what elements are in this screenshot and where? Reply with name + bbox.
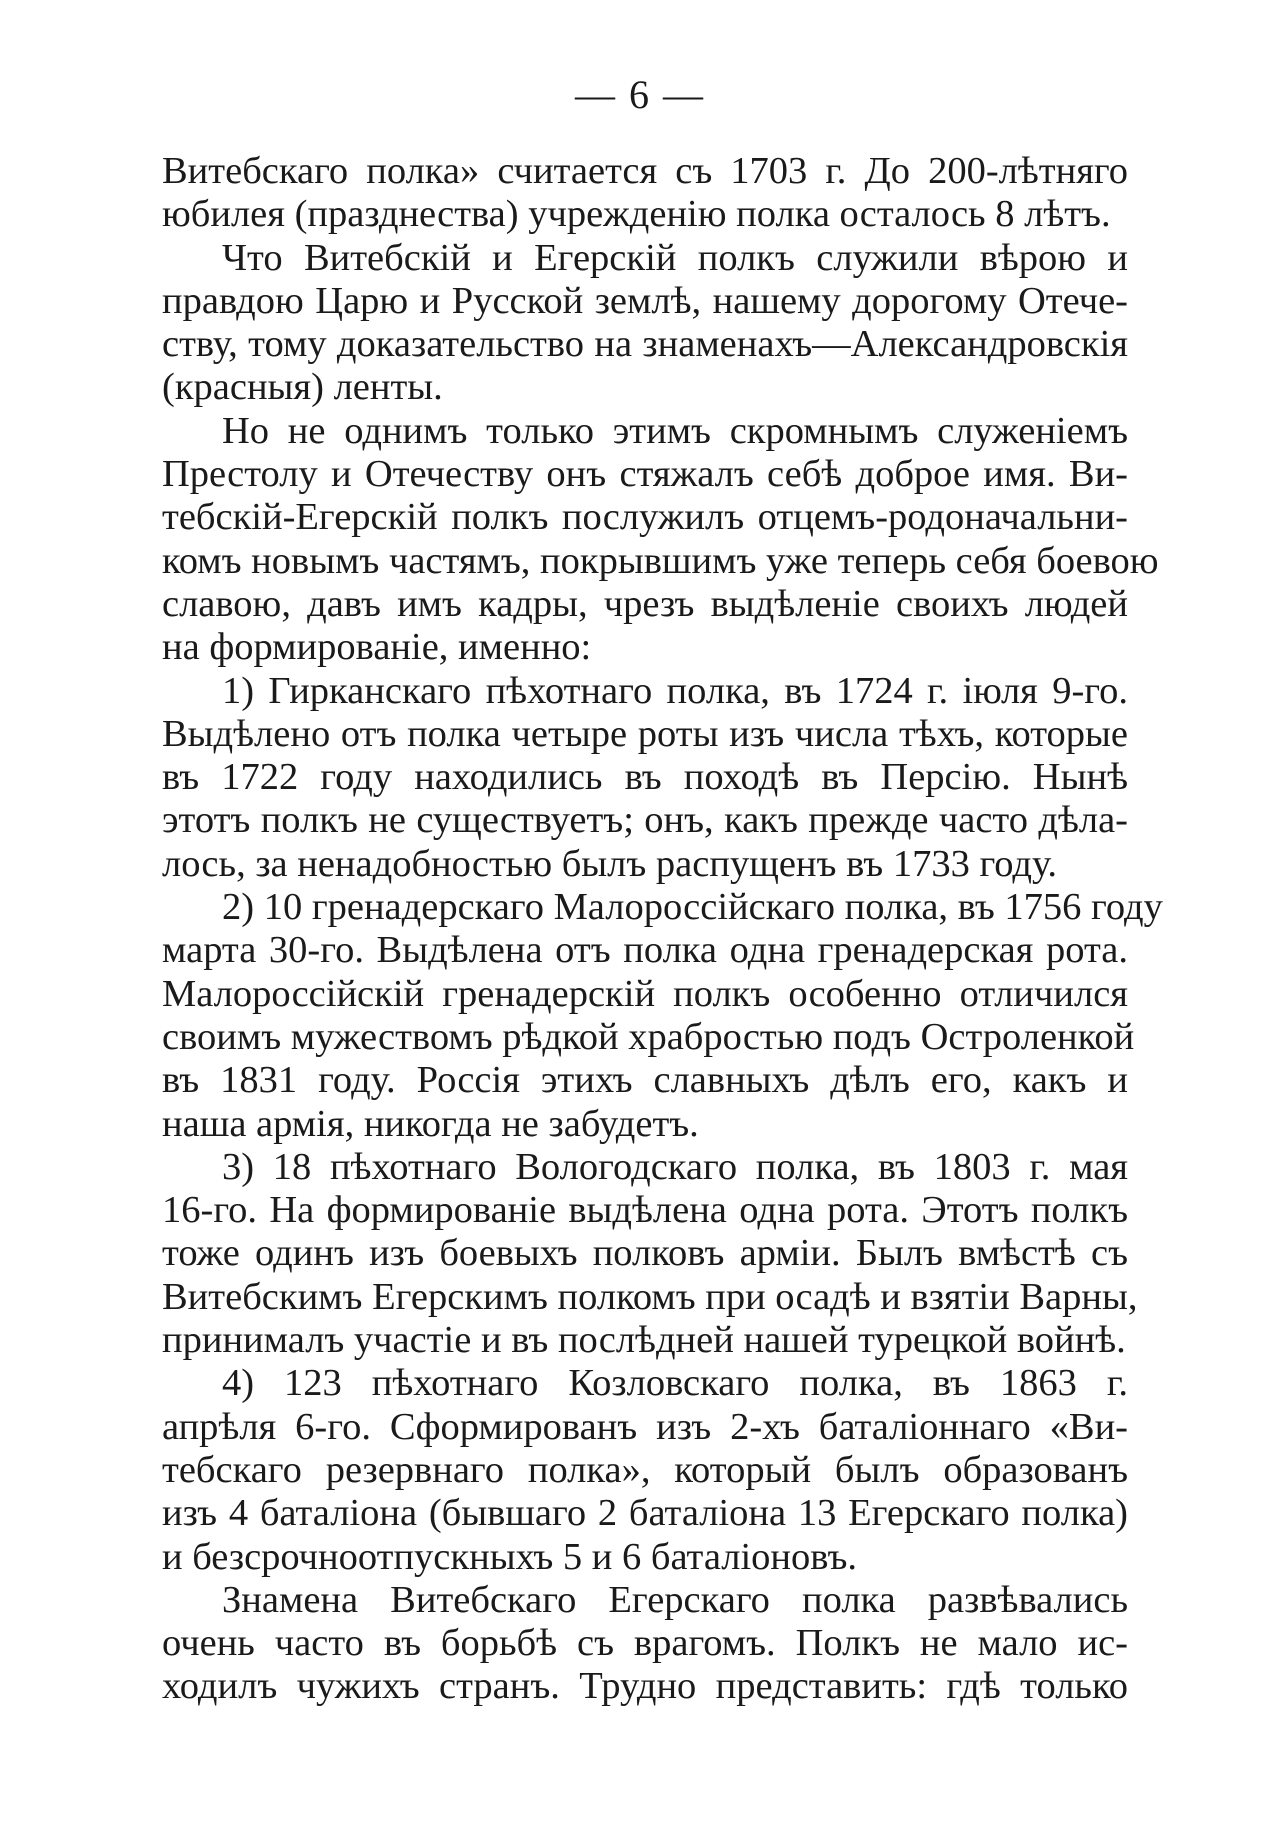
text-line: апрѣля 6-го. Сформированъ изъ 2-хъ баталіоннаго «Ви-: [162, 1405, 1128, 1448]
text-line: очень часто въ борьбѣ съ врагомъ. Полкъ не мало ис-: [162, 1622, 1128, 1665]
text-line: 3) 18 пѣхотнаго Вологодскаго полка, въ 1803 г. мая: [222, 1145, 1128, 1188]
text-line: марта 30-го. Выдѣлена отъ полка одна гренадерская рота.: [162, 929, 1128, 972]
text-line: въ 1831 году. Россія этихъ славныхъ дѣлъ его, какъ и: [162, 1059, 1128, 1102]
text-line: юбилея (празднества) учрежденію полка осталось 8 лѣтъ.: [162, 193, 1111, 236]
paragraph: [162, 1145, 1138, 1362]
text-line: Знамена Витебскаго Егерскаго полка развѣвались: [222, 1578, 1128, 1621]
text-line: своимъ мужествомъ рѣдкой храбростью подъ Остроленкой: [162, 1015, 1135, 1058]
text-line: 16-го. На формированіе выдѣлена одна рота. Этотъ полкъ: [162, 1189, 1128, 1232]
paragraph: [162, 237, 1128, 410]
text-line: Престолу и Отечеству онъ стяжалъ себѣ доброе имя. Ви-: [162, 453, 1128, 496]
paragraph: [162, 150, 1128, 237]
text-line: изъ 4 баталіона (бывшаго 2 баталіона 13 Егерскаго полка): [162, 1492, 1128, 1535]
text-line: правдою Царю и Русской землѣ, нашему дорогому Отече-: [162, 279, 1128, 322]
paragraph: [162, 1579, 1128, 1709]
text-line: тебскій-Егерскій полкъ послужилъ отцемъ-родоначальни-: [162, 496, 1128, 539]
text-line: 2) 10 гренадерскаго Малороссійскаго полка, въ 1756 году: [222, 886, 1163, 929]
text-line: (красныя) ленты.: [162, 366, 443, 409]
text-line: тебскаго резервнаго полка», который былъ образованъ: [162, 1448, 1128, 1491]
text-line: Малороссійскій гренадерскій полкъ особенно отличился: [162, 972, 1128, 1015]
text-line: на формированіе, именно:: [162, 626, 592, 669]
paragraph: [162, 1362, 1128, 1578]
text-line: славою, давъ имъ кадры, чрезъ выдѣленіе своихъ людей: [162, 582, 1128, 625]
text-line: въ 1722 году находились въ походѣ въ Персію. Нынѣ: [162, 756, 1128, 799]
text-line: Витебскаго полка» считается съ 1703 г. До 200-лѣтняго: [162, 150, 1128, 192]
text-line: Витебскимъ Егерскимъ полкомъ при осадѣ и взятіи Варны,: [162, 1275, 1138, 1318]
paragraph: [162, 670, 1128, 886]
body-text: [162, 150, 1163, 1709]
text-line: 4) 123 пѣхотнаго Козловскаго полка, въ 1863 г.: [222, 1362, 1128, 1405]
text-line: и безсрочноотпускныхъ 5 и 6 баталіоновъ.: [162, 1535, 858, 1578]
text-line: принималъ участіе и въ послѣдней нашей турецкой войнѣ.: [162, 1319, 1126, 1362]
text-line: тоже одинъ изъ боевыхъ полковъ арміи. Былъ вмѣстѣ съ: [162, 1232, 1128, 1275]
text-line: Но не однимъ только этимъ скромнымъ служеніемъ: [222, 409, 1128, 452]
paragraph: [162, 886, 1163, 1146]
text-line: наша армія, никогда не забудетъ.: [162, 1102, 699, 1145]
text-line: Выдѣлено отъ полка четыре роты изъ числа тѣхъ, которые: [162, 712, 1128, 755]
text-line: комъ новымъ частямъ, покрывшимъ уже теперь себя боевою: [162, 539, 1159, 582]
text-line: Что Витебскій и Егерскій полкъ служили вѣрою и: [222, 236, 1128, 279]
text-line: ству, тому доказательство на знаменахъ—Александровскія: [162, 323, 1128, 366]
text-line: этотъ полкъ не существуетъ; онъ, какъ прежде часто дѣла-: [162, 799, 1128, 842]
text-line: 1) Гирканскаго пѣхотнаго полка, въ 1724 г. іюля 9-го.: [222, 669, 1128, 712]
text-line: ходилъ чужихъ странъ. Трудно представить: гдѣ только: [162, 1665, 1128, 1708]
page-number: — 6 —: [575, 72, 705, 117]
text-line: лось, за ненадобностью былъ распущенъ въ 1733 году.: [162, 842, 1058, 885]
paragraph: [162, 409, 1159, 670]
